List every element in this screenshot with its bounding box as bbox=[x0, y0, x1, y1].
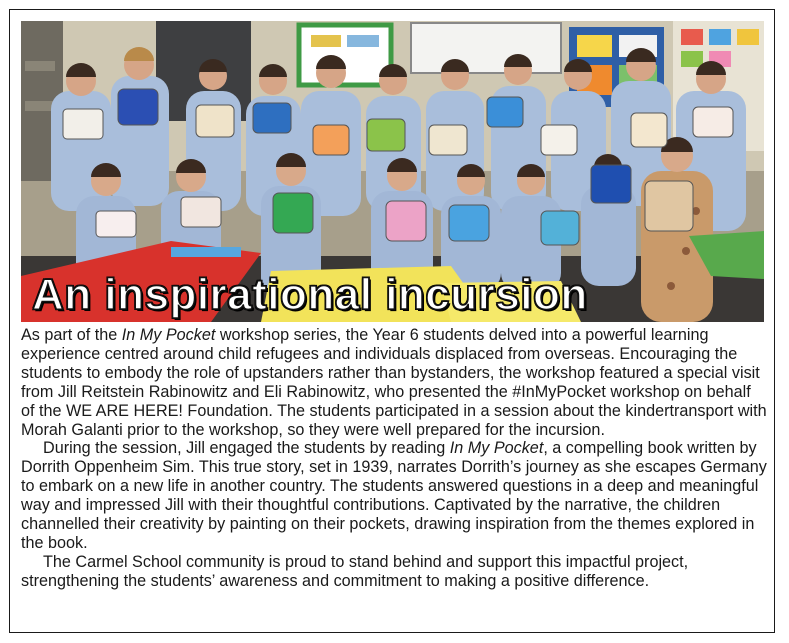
paragraph-1-lead: As part of the bbox=[21, 326, 122, 344]
paragraph-2-body: , a compelling book written by Dorrith Oppenheim Sim. This true story, set in 1939, narrates Dorrith’s journey as she escapes Germany to embark on a new life in another country. The students answered questions in a deep and meaningful way and impressed Jill with their thoughtful contributions. Captivated by the narrative, the children channelled their creativity by painting on their pockets, drawing inspiration from the themes explored in the book. bbox=[21, 439, 767, 552]
headline: An inspirational incursion bbox=[32, 270, 588, 319]
class-photo bbox=[21, 21, 764, 322]
paragraph-3 bbox=[21, 553, 767, 591]
paragraph-1 bbox=[21, 326, 767, 439]
paragraph-1-body: workshop series, the Year 6 students delved into a powerful learning experience centred around child refugees and individuals displaced from overseas. Encouraging the students to embody the role of upstanders rather than bystanders, the workshop featured a special visit from Jill Reitstein Rabinowitz and Eli Rabinowitz, who presented the #InMyPocket workshop on behalf of the WE ARE HERE! Foundation. The students participated in a session about the kindertransport with Morah Galanti prior to the workshop, so they were well prepared for the incursion. bbox=[21, 326, 767, 439]
book-title: In My Pocket bbox=[449, 439, 544, 458]
paragraph-3-body: The Carmel School community is proud to stand behind and support this impactful project, strengthening the students’ awareness and commitment to making a positive difference. bbox=[21, 552, 689, 590]
paragraph-2 bbox=[21, 439, 767, 552]
paragraph-2-lead: During the session, Jill engaged the students by reading bbox=[43, 439, 450, 458]
book-title: In My Pocket bbox=[121, 326, 216, 344]
article-frame bbox=[9, 9, 775, 633]
article-body bbox=[21, 326, 767, 591]
